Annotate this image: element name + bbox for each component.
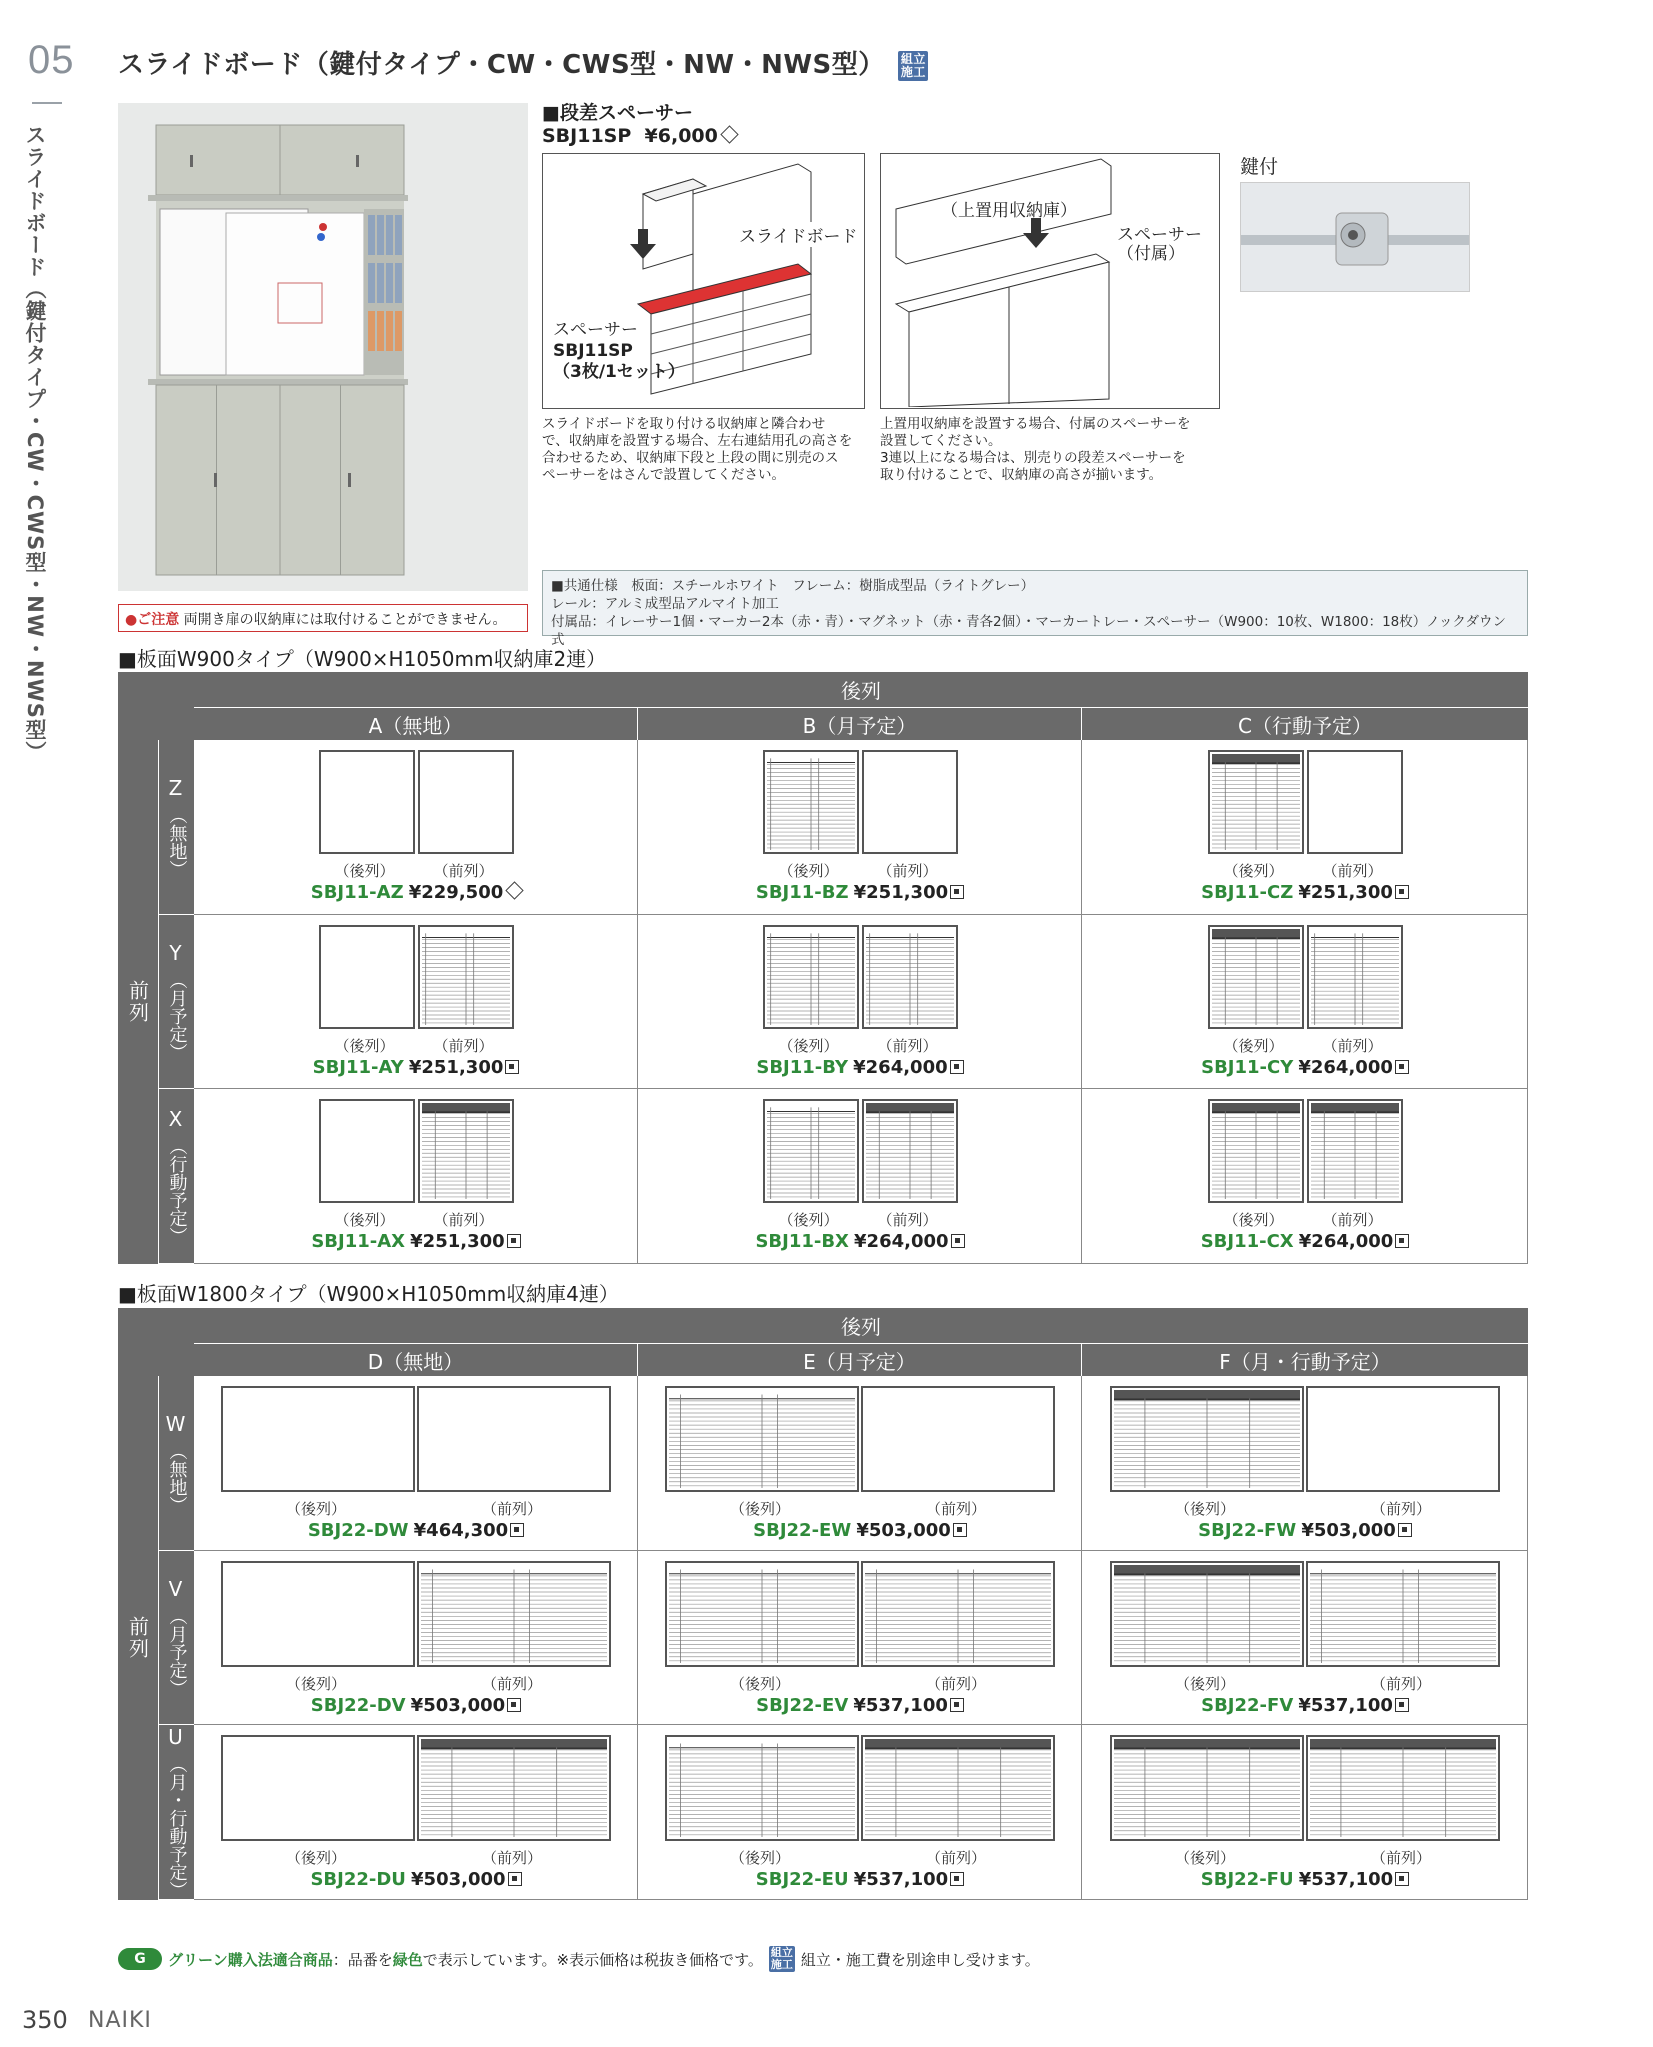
price-mark-square <box>1395 1698 1409 1712</box>
diag2-spacer-label: スペーサー <box>1117 225 1202 245</box>
front-board <box>417 1735 611 1845</box>
front-caption: （前列） <box>877 1211 938 1230</box>
price-mark-square <box>953 1523 967 1537</box>
product-line <box>1082 882 1528 903</box>
lock-label: 鍵付 <box>1240 156 1279 178</box>
product-cell <box>638 1376 1082 1551</box>
back-caption: （後列） <box>286 1500 347 1518</box>
note2-line: 上置用収納庫を設置する場合、付属のスペーサーを <box>880 416 1191 432</box>
note2-line: 3連以上になる場合は、別売りの段差スペーサーを <box>880 450 1186 466</box>
back-caption: （後列） <box>778 862 839 880</box>
product-line <box>1082 1057 1528 1078</box>
front-caption: （前列） <box>433 862 494 880</box>
product-line <box>194 1520 638 1541</box>
back-board <box>221 1561 415 1671</box>
diag1-spacer-qty: （3枚/1セット） <box>553 362 685 382</box>
product-cell <box>638 740 1082 915</box>
product-code: SBJ11-BX <box>755 1231 849 1253</box>
product-code: SBJ22-DV <box>310 1694 406 1716</box>
product-line <box>638 1520 1082 1541</box>
product-code: SBJ22-FU <box>1200 1869 1294 1891</box>
back-board <box>1110 1561 1304 1671</box>
front-caption: （前列） <box>1371 1849 1432 1868</box>
front-board <box>861 1386 1055 1496</box>
spacer-heading: ■段差スペーサー <box>542 102 693 124</box>
back-board <box>221 1386 415 1496</box>
back-board <box>319 750 415 858</box>
product-price: ¥503,000 <box>856 1520 951 1541</box>
back-caption: （後列） <box>286 1849 347 1868</box>
product-code: SBJ22-EW <box>753 1520 852 1541</box>
product-cell <box>194 1551 638 1726</box>
product-price: ¥264,000 <box>853 1056 948 1078</box>
back-board <box>763 1099 859 1207</box>
product-code: SBJ22-EV <box>756 1694 849 1716</box>
price-mark-diamond <box>720 125 738 143</box>
product-code: SBJ11-BY <box>756 1056 849 1078</box>
product-line <box>1082 1695 1528 1716</box>
price-mark-square <box>507 1698 521 1712</box>
front-board <box>861 1561 1055 1671</box>
back-board <box>1110 1386 1304 1496</box>
price-mark-square <box>950 1060 964 1074</box>
table1-front-col <box>118 740 158 1264</box>
spacer-note-2 <box>880 416 1225 484</box>
table2-front-col <box>118 1376 158 1900</box>
table2-corner <box>118 1308 194 1376</box>
diag2-spacer-note: （付属） <box>1117 244 1185 264</box>
front-caption: （前列） <box>926 1674 987 1693</box>
back-caption: （後列） <box>286 1674 347 1693</box>
product-price: ¥264,000 <box>1298 1231 1394 1253</box>
spec-line: 付属品：イレーサー1個・マーカー2本（赤・青）・マグネット（赤・青各2個）・マーカートレー・スペーサー（W900：10枚、W1800：18枚）ノックダウン式 <box>551 614 1507 648</box>
product-line <box>194 1231 638 1252</box>
caution-note <box>118 604 528 632</box>
price-mark-square <box>1395 1234 1409 1248</box>
back-board <box>665 1561 859 1671</box>
product-price: ¥503,000 <box>411 1869 506 1891</box>
back-board <box>763 750 859 858</box>
product-price: ¥229,500 <box>408 882 504 903</box>
page-title <box>118 44 928 81</box>
spec-line: レール：アルミ成型品アルマイト加工 <box>551 596 779 612</box>
side-label: スライドボード（鍵付タイプ・CW・CWS型・NW・NWS型） <box>23 124 47 763</box>
product-code: SBJ11-CX <box>1200 1231 1294 1253</box>
row-name: （月予定） <box>166 1607 188 1698</box>
back-board <box>1208 750 1304 858</box>
product-code: SBJ11-CZ <box>1201 882 1294 903</box>
row-label <box>158 1089 194 1264</box>
row-letter: U <box>168 1725 185 1750</box>
badge-line-1: 組立 <box>770 1946 793 1959</box>
back-board <box>1110 1735 1304 1845</box>
back-board <box>665 1735 859 1845</box>
row-letter: W <box>165 1411 188 1436</box>
front-caption: （前列） <box>1322 862 1383 880</box>
price-mark-square <box>508 1872 522 1886</box>
price-mark-square <box>950 1698 964 1712</box>
maker-name: NAIKI <box>88 2008 152 2033</box>
back-caption: （後列） <box>778 1211 839 1230</box>
price-mark-square <box>1395 1060 1409 1074</box>
row-name: （無地） <box>166 1441 188 1514</box>
product-price: ¥537,100 <box>853 1694 948 1716</box>
note1-line: ペーサーをはさんで設置してください。 <box>542 467 785 483</box>
product-cell <box>638 915 1082 1090</box>
table1-back-header: 後列 <box>194 672 1528 708</box>
product-code: SBJ22-DU <box>310 1869 406 1891</box>
footer-assembly-badge <box>769 1946 795 1972</box>
back-caption: （後列） <box>730 1849 791 1868</box>
product-line <box>638 882 1082 903</box>
product-price: ¥537,100 <box>1298 1694 1393 1716</box>
back-board <box>221 1735 415 1845</box>
product-line <box>194 1869 638 1890</box>
row-label <box>158 1551 194 1726</box>
price-mark-square <box>950 885 964 899</box>
back-board <box>1208 925 1304 1033</box>
back-caption: （後列） <box>334 1211 395 1230</box>
product-code: SBJ11-BZ <box>755 882 849 903</box>
front-board <box>1306 1561 1500 1671</box>
caution-text: 両開き扉の収納庫には取付けることができません。 <box>183 612 507 628</box>
product-code: SBJ11-AZ <box>310 882 404 903</box>
badge-line-1: 組立 <box>900 51 926 66</box>
front-caption: （前列） <box>433 1211 494 1230</box>
price-mark-square <box>951 1234 965 1248</box>
product-code: SBJ22-EU <box>755 1869 849 1891</box>
green-purchase-label: グリーン購入法適合商品 <box>168 1950 333 1969</box>
product-price: ¥251,300 <box>408 1056 504 1078</box>
product-photo <box>118 103 528 591</box>
table2-front-label: 前列 <box>125 1616 150 1660</box>
back-board <box>319 925 415 1033</box>
product-line <box>1082 1520 1528 1541</box>
front-board <box>1307 1099 1403 1207</box>
front-board <box>1306 1386 1500 1496</box>
spacer-code: SBJ11SP <box>542 125 632 147</box>
row-letter: X <box>168 1106 185 1131</box>
front-caption: （前列） <box>482 1849 543 1868</box>
front-board <box>418 925 514 1033</box>
product-code: SBJ22-FW <box>1198 1520 1297 1541</box>
table2-back-header: 後列 <box>194 1308 1528 1344</box>
back-board <box>319 1099 415 1207</box>
footer-text-1: ：品番を <box>332 1950 393 1969</box>
back-board <box>1208 1099 1304 1207</box>
row-label <box>158 740 194 915</box>
product-price: ¥503,000 <box>410 1694 506 1716</box>
product-line <box>194 1057 638 1078</box>
product-line <box>194 882 638 903</box>
front-board <box>1306 1735 1500 1845</box>
section-divider <box>32 102 62 104</box>
product-cell <box>1082 1376 1528 1551</box>
badge-line-2: 施工 <box>900 64 926 79</box>
back-caption: （後列） <box>334 1036 395 1055</box>
front-board <box>862 1099 958 1207</box>
table2-col-f: F（月・行動予定） <box>1082 1344 1528 1376</box>
row-name: （無地） <box>166 805 188 878</box>
diag1-board-label: スライドボード <box>739 222 858 247</box>
product-price: ¥537,100 <box>1298 1869 1394 1891</box>
product-price: ¥251,300 <box>1298 882 1393 903</box>
front-caption: （前列） <box>1322 1036 1383 1055</box>
spacer-note-1 <box>542 416 872 484</box>
front-board <box>1307 750 1403 858</box>
product-cell <box>1082 740 1528 915</box>
table1-col-a: A（無地） <box>194 708 638 740</box>
product-cell <box>638 1725 1082 1900</box>
back-caption: （後列） <box>730 1674 791 1693</box>
front-caption: （前列） <box>482 1500 543 1518</box>
spec-line: ■共通仕様 板面：スチールホワイト フレーム：樹脂成型品（ライトグレー） <box>551 578 1035 594</box>
diag1-spacer-label: スペーサー <box>553 320 638 340</box>
front-caption: （前列） <box>1371 1674 1432 1693</box>
front-caption: （前列） <box>877 862 938 880</box>
table1-front-label: 前列 <box>125 980 150 1024</box>
front-caption: （前列） <box>433 1036 494 1055</box>
back-board <box>763 925 859 1033</box>
product-cell <box>194 1725 638 1900</box>
table2-col-d: D（無地） <box>194 1344 638 1376</box>
row-name: （月予定） <box>166 971 188 1062</box>
front-caption: （前列） <box>926 1500 987 1518</box>
front-board <box>417 1386 611 1496</box>
front-caption: （前列） <box>1322 1211 1383 1230</box>
caution-label: ●ご注意 <box>125 612 180 628</box>
row-letter: Y <box>169 941 184 966</box>
product-cell <box>194 740 638 915</box>
product-cell <box>1082 1551 1528 1726</box>
spacer-heading-block <box>542 102 736 148</box>
price-mark-square <box>1398 1523 1412 1537</box>
price-mark-diamond <box>506 881 524 899</box>
row-name: （行動予定） <box>166 1136 188 1245</box>
footer-green-word: 緑色 <box>392 1950 423 1969</box>
product-price: ¥264,000 <box>1298 1056 1393 1078</box>
back-caption: （後列） <box>1223 1211 1284 1230</box>
product-line <box>638 1057 1082 1078</box>
note1-line: 合わせるため、収納庫下段と上段の間に別売のス <box>542 450 839 466</box>
price-mark-square <box>507 1234 521 1248</box>
product-cell <box>1082 1725 1528 1900</box>
title-text: スライドボード（鍵付タイプ・CW・CWS型・NW・NWS型） <box>118 50 885 80</box>
row-name: （月・行動予定） <box>166 1755 188 1900</box>
back-caption: （後列） <box>1223 862 1284 880</box>
row-label <box>158 1376 194 1551</box>
front-caption: （前列） <box>877 1036 938 1055</box>
table1-corner <box>118 672 194 740</box>
product-line <box>1082 1231 1528 1252</box>
row-letter: Z <box>168 775 185 800</box>
note1-line: スライドボードを取り付ける収納庫と隣合わせ <box>542 416 826 432</box>
table2-col-e: E（月予定） <box>638 1344 1082 1376</box>
back-caption: （後列） <box>1175 1500 1236 1518</box>
product-code: SBJ11-AX <box>311 1231 406 1253</box>
product-price: ¥251,300 <box>853 882 949 903</box>
spacer-diagram-1 <box>542 153 865 409</box>
product-price: ¥537,100 <box>853 1869 949 1891</box>
table2 <box>118 1308 1528 1900</box>
product-cell <box>194 1089 638 1264</box>
front-board <box>861 1735 1055 1845</box>
product-cell <box>1082 1089 1528 1264</box>
front-board <box>862 925 958 1033</box>
product-cell <box>638 1089 1082 1264</box>
back-board <box>665 1386 859 1496</box>
product-cell <box>194 915 638 1090</box>
product-line <box>638 1869 1082 1890</box>
price-mark-square <box>510 1523 524 1537</box>
product-line <box>194 1695 638 1716</box>
front-board <box>418 1099 514 1207</box>
product-line <box>1082 1869 1528 1890</box>
back-caption: （後列） <box>730 1500 791 1518</box>
back-caption: （後列） <box>778 1036 839 1055</box>
product-cell <box>1082 915 1528 1090</box>
price-mark-square <box>505 1060 519 1074</box>
price-mark-square <box>950 1872 964 1886</box>
table1-heading: ■板面W900タイプ（W900×H1050mm収納庫2連） <box>118 647 607 671</box>
product-code: SBJ11-CY <box>1201 1056 1294 1078</box>
front-caption: （前列） <box>1371 1500 1432 1518</box>
product-line <box>638 1695 1082 1716</box>
diag1-spacer-block <box>553 320 685 383</box>
product-code: SBJ22-DW <box>307 1520 409 1541</box>
page-number: 350 <box>22 2006 68 2034</box>
green-purchase-icon: G <box>118 1948 162 1970</box>
product-price: ¥464,300 <box>413 1520 509 1541</box>
table2-heading: ■板面W1800タイプ（W900×H1050mm収納庫4連） <box>118 1282 619 1306</box>
row-label <box>158 915 194 1090</box>
back-caption: （後列） <box>1223 1036 1284 1055</box>
back-caption: （後列） <box>1175 1849 1236 1868</box>
front-caption: （前列） <box>482 1674 543 1693</box>
price-mark-square <box>1395 885 1409 899</box>
product-price: ¥264,000 <box>854 1231 949 1253</box>
note2-line: 設置してください。 <box>880 433 1002 449</box>
product-price: ¥503,000 <box>1301 1520 1396 1541</box>
badge-line-2: 施工 <box>770 1958 793 1971</box>
table1-col-b: B（月予定） <box>638 708 1082 740</box>
table1 <box>118 672 1528 1264</box>
front-caption: （前列） <box>926 1849 987 1868</box>
diag2-spacer-block <box>1117 226 1202 264</box>
front-board <box>1307 925 1403 1033</box>
note2-line: 取り付けることで、収納庫の高さが揃います。 <box>880 467 1163 483</box>
footer-text-2: で表示しています。※表示価格は税抜き価格です。 <box>422 1950 763 1969</box>
common-spec <box>542 570 1528 648</box>
product-cell <box>638 1551 1082 1726</box>
product-line <box>638 1231 1082 1252</box>
lock-photo <box>1240 182 1470 292</box>
diag1-spacer-code: SBJ11SP <box>553 341 633 361</box>
row-label <box>158 1725 194 1900</box>
footer-note <box>118 1946 1040 1972</box>
front-board <box>862 750 958 858</box>
spacer-diagram-2 <box>880 153 1220 409</box>
assembly-badge <box>898 51 928 81</box>
product-price: ¥251,300 <box>410 1231 505 1253</box>
back-caption: （後列） <box>334 862 395 880</box>
price-mark-square <box>1395 1872 1409 1886</box>
product-cell <box>194 1376 638 1551</box>
front-board <box>417 1561 611 1671</box>
diag2-top-label: （上置用収納庫） <box>941 201 1077 221</box>
table1-col-c: C（行動予定） <box>1082 708 1528 740</box>
note1-line: で、収納庫を設置する場合、左右連結用孔の高さを <box>542 433 853 449</box>
row-letter: V <box>168 1577 185 1602</box>
section-number: 05 <box>28 38 75 82</box>
front-board <box>418 750 514 858</box>
footer-text-3: 組立・施工費を別途申し受けます。 <box>800 1950 1040 1969</box>
product-code: SBJ11-AY <box>312 1056 404 1078</box>
spacer-price: ¥6,000 <box>644 125 718 147</box>
product-code: SBJ22-FV <box>1201 1694 1294 1716</box>
back-caption: （後列） <box>1175 1674 1236 1693</box>
